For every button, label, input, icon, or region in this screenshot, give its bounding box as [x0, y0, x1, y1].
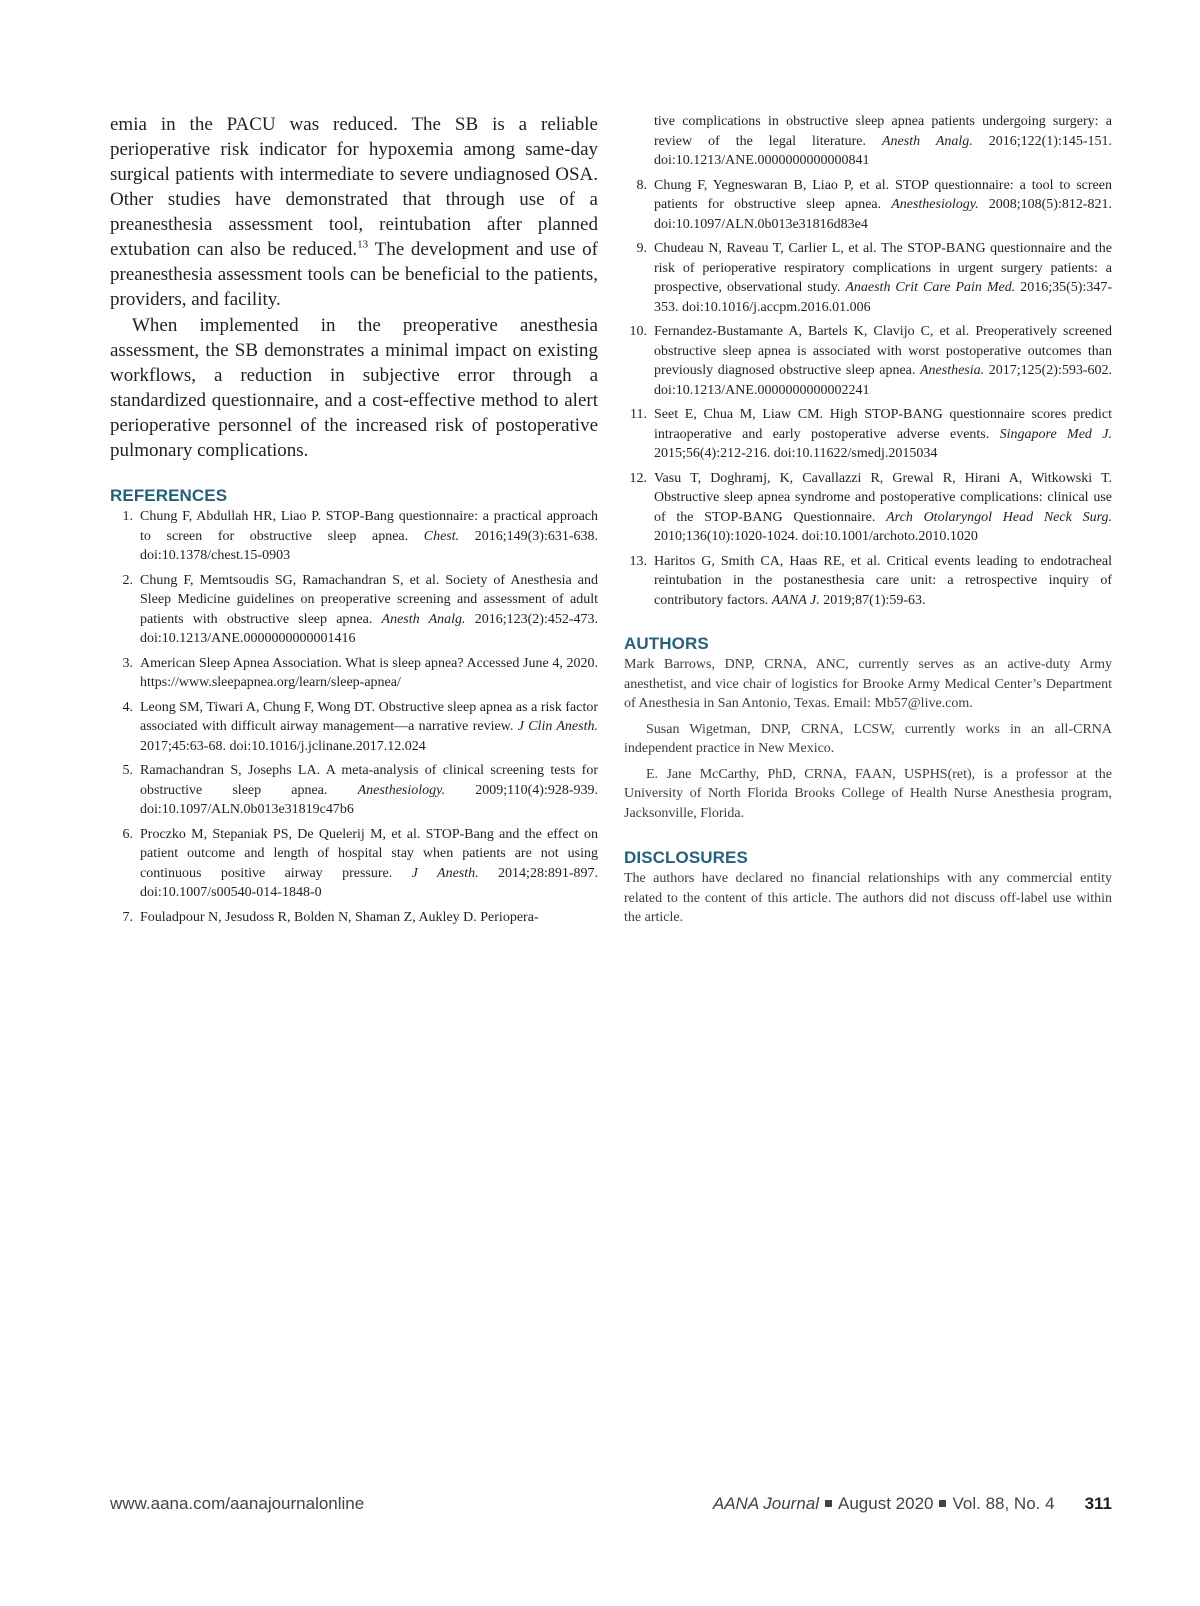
reference-item: 8. Chung F, Yegneswaran B, Liao P, et al. STOP questionnaire: a tool to screen patients for obstructive sleep apnea. Anesthesiology. 2008;108(5):812-821. doi:10.1097/ALN.0b013e31816d83e4 — [636, 177, 1113, 232]
reference-item: 9. Chudeau N, Raveau T, Carlier L, et al. The STOP-BANG questionnaire and the risk of perioperative respiratory complications in urgent surgery patients: a prospective, observational study. Anaesth Crit Care Pain Med. 2016;35(5):347-353. doi:10.1016/j.accpm.2016.01.006 — [636, 241, 1112, 315]
references-heading: REFERENCES — [110, 486, 228, 505]
reference-item: 13. Haritos G, Smith CA, Haas RE, et al. Critical events leading to endotracheal reintubation in the postanesthesia care unit: a retrospective inquiry of contributory factors. AANA J. 2019;87(1):59-63. — [629, 553, 1112, 608]
reference-7-continued: tive complications in obstructive sleep apnea patients undergoing surgery: a review of the legal literature. Anesth Analg. 2016;122(1):145-151. doi:10.1213/ANE.0000000000000841 — [654, 114, 1113, 168]
author-bio: Mark Barrows, DNP, CRNA, ANC, currently serves as an active-duty Army anesthetist, and vice chair of logistics for Brooke Army Medical Center’s Department of Anesthesia in San Antonio, Texas. Email: Mb57@live.com. — [624, 657, 1112, 711]
right-column — [624, 112, 1112, 934]
reference-item: 1. Chung F, Abdullah HR, Liao P. STOP-Bang questionnaire: a practical approach to screen for obstructive sleep apnea. Chest. 2016;149(3):631-638. doi:10.1378/chest.15-0903 — [122, 509, 598, 563]
authors-heading: AUTHORS — [624, 634, 709, 653]
reference-item: 2. Chung F, Memtsoudis SG, Ramachandran S, et al. Society of Anesthesia and Sleep Medicine guidelines on preoperative screening and assessment of adult patients with obstructive sleep apnea. Anesth Analg. 2016;123(2):452-473. doi:10.1213/ANE.0000000000001416 — [122, 572, 598, 646]
disclosures-text: The authors have declared no financial relationships with any commercial entity related to the content of this article. The authors did not discuss off-label use within the article. — [624, 871, 1112, 925]
square-separator-icon — [825, 1500, 832, 1507]
reference-item: 5. Ramachandran S, Josephs LA. A meta-analysis of clinical screening tests for obstructive sleep apnea. Anesthesiology. 2009;110(4):928-939. doi:10.1097/ALN.0b013e31819c47b6 — [122, 763, 598, 817]
reference-item: 3. American Sleep Apnea Association. What is sleep apnea? Accessed June 4, 2020. https://www.sleepapnea.org/learn/sleep-apnea/ — [122, 655, 598, 690]
references-list-right — [624, 176, 1112, 611]
footer-journal: AANA Journal — [712, 1494, 820, 1513]
reference-item: 6. Proczko M, Stepaniak PS, De Quelerij M, et al. STOP-Bang and the effect on patient outcome and length of hospital stay when patients are not using continuous positive airway pressure. J Anesth. 2014;28:891-897. doi:10.1007/s00540-014-1848-0 — [122, 826, 598, 900]
reference-item: 10. Fernandez-Bustamante A, Bartels K, Clavijo C, et al. Preoperatively screened obstructive sleep apnea is associated with worst postoperative outcomes than previously diagnosed obstructive sleep apnea. Anesthesia. 2017;125(2):593-602. doi:10.1213/ANE.0000000000002241 — [629, 324, 1113, 398]
references-list-left — [110, 507, 598, 927]
left-column — [110, 112, 598, 932]
square-separator-icon — [939, 1500, 946, 1507]
footer-volume: Vol. 88, No. 4 — [952, 1494, 1055, 1513]
disclosures-heading: DISCLOSURES — [624, 848, 748, 867]
reference-item: 7. Fouladpour N, Jesudoss R, Bolden N, Shaman Z, Aukley D. Periopera- — [122, 909, 539, 925]
footer-date: August 2020 — [838, 1494, 934, 1513]
author-bio: Susan Wigetman, DNP, CRNA, LCSW, currently works in an all-CRNA independent practice in New Mexico. — [624, 721, 1112, 756]
footer-url[interactable]: www.aana.com/aanajournalonline — [110, 1494, 365, 1513]
reference-item: 12. Vasu T, Doghramj, K, Cavallazzi R, Grewal R, Hirani A, Witkowski T. Obstructive sleep apnea syndrome and postoperative complications: clinical use of the STOP-BANG Questionnaire. Arch Otolaryngol Head Neck Surg. 2010;136(10):1020-1024. doi:10.1001/archoto.2010.1020 — [629, 470, 1113, 544]
body-paragraph-2: When implemented in the preoperative anesthesia assessment, the SB demonstrates a minimal impact on existing workflows, a reduction in subjective error through a standardized questionnaire, and a cost-effective method to alert perioperative personnel of the increased risk of postoperative pulmonary complications. — [110, 315, 598, 461]
body-paragraph-1: emia in the PACU was reduced. The SB is a reliable perioperative risk indicator for hypoxemia among same-day surgical patients with intermediate to severe undiagnosed OSA. Other studies have demonstrated that through use of a preanesthesia assessment tool, reintubation after planned extubation can also be reduced.$^{13}$ The development and use of preanesthesia assessment tools can be beneficial to the patients, providers, and facility. — [110, 114, 599, 310]
reference-item: 4. Leong SM, Tiwari A, Chung F, Wong DT. Obstructive sleep apnea as a risk factor associated with difficult airway management—a narrative review. J Clin Anesth. 2017;45:63-68. doi:10.1016/j.jclinane.2017.12.024 — [122, 699, 598, 754]
page-number: 311 — [1084, 1494, 1112, 1513]
reference-item: 11. Seet E, Chua M, Liaw CM. High STOP-BANG questionnaire scores predict intraoperative and early postoperative adverse events. Singapore Med J. 2015;56(4):212-216. doi:10.11622/smedj.2015034 — [630, 407, 1112, 461]
footer-citation — [713, 1494, 1112, 1518]
citation-superscript: 13 — [357, 238, 369, 251]
author-bio: E. Jane McCarthy, PhD, CRNA, FAAN, USPHS(ret), is a professor at the University of North Florida Brooks College of Health Nurse Anesthesia program, Jacksonville, Florida. — [624, 766, 1112, 821]
